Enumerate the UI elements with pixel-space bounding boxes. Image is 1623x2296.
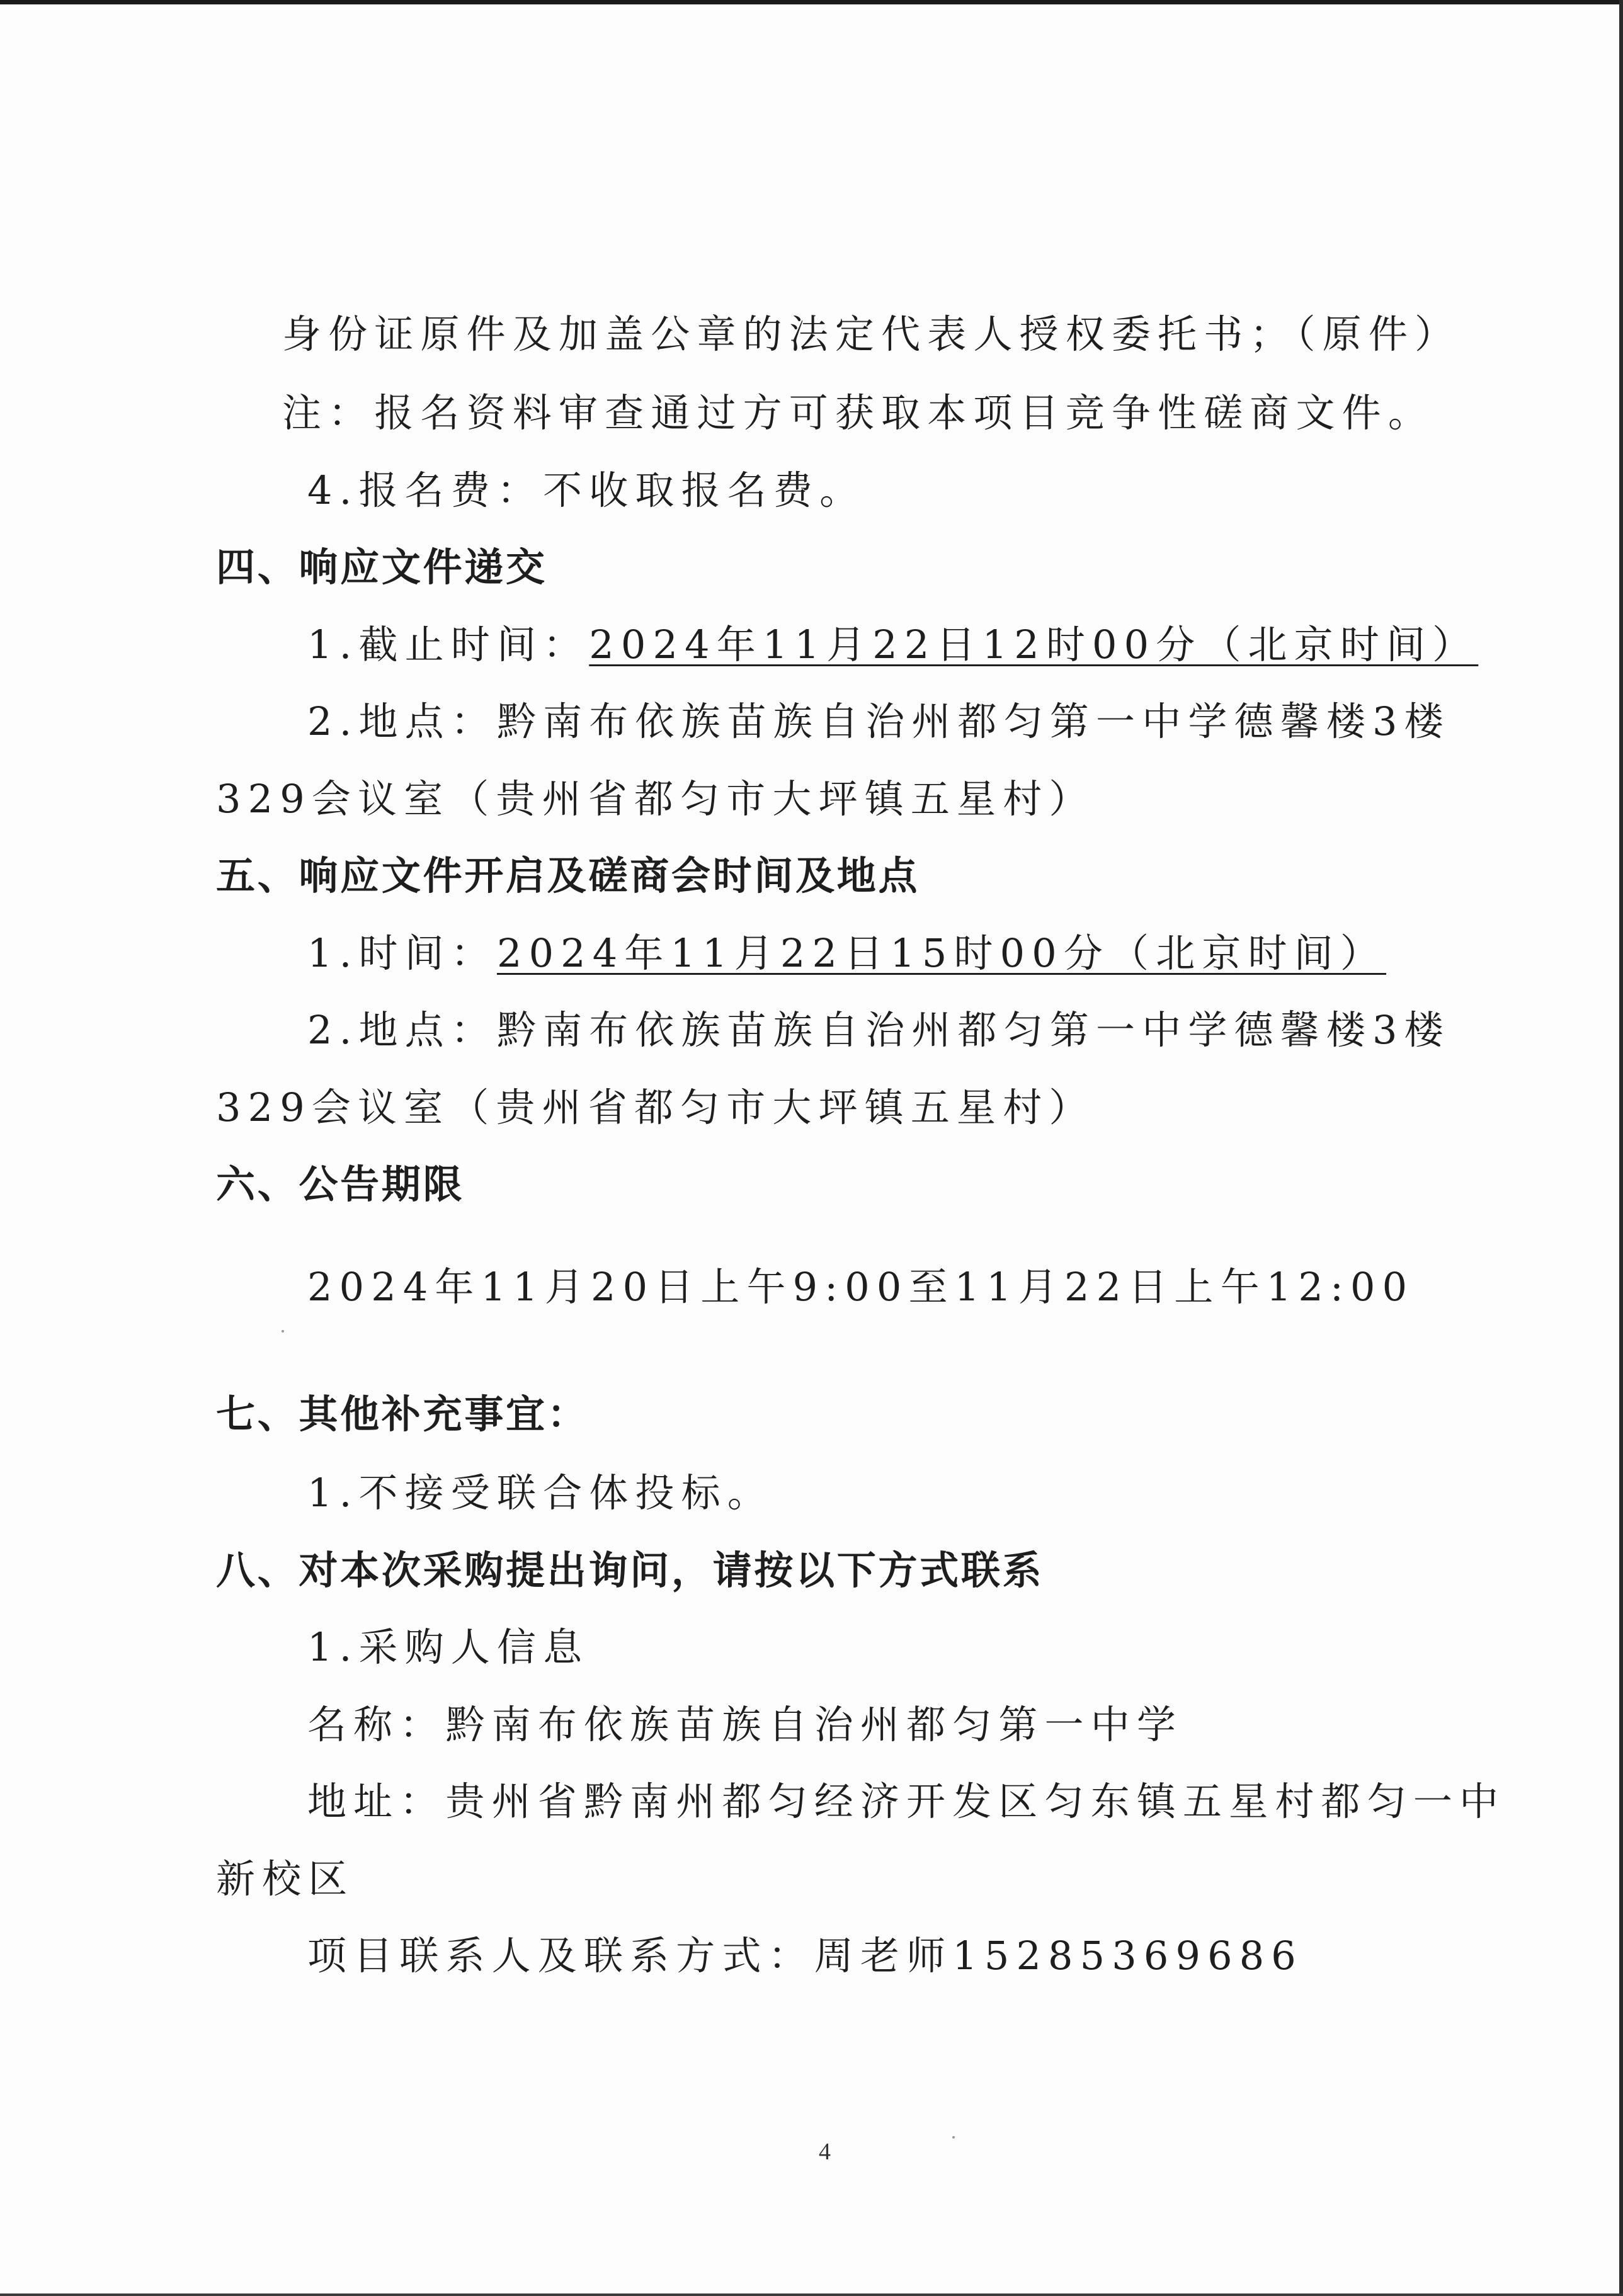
page-number: 4 [819,2139,831,2165]
body-line: 身份证原件及加盖公章的法定代表人授权委托书；（原件） [282,311,1461,357]
body-line: 329会议室（贵州省都匀市大坪镇五星村） [216,776,1095,822]
body-line: 注：报名资料审查通过方可获取本项目竞争性磋商文件。 [282,390,1435,436]
body-line: 1.不接受联合体投标。 [307,1470,773,1516]
scan-speck [282,1330,284,1333]
scan-speck [952,2136,955,2139]
opening-time-value: 2024年11月22日15时00分（北京时间） [496,930,1387,976]
section-heading: 六、公告期限 [216,1161,465,1207]
body-line: 新校区 [216,1856,355,1902]
body-line: 4.报名费：不收取报名费。 [307,467,866,513]
deadline-label: 1.截止时间： [307,622,589,668]
body-line: 2024年11月20日上午9:00至11月22日上午12:00 [307,1264,1415,1310]
section-heading: 四、响应文件递交 [216,544,547,590]
scan-edge-top [0,0,1623,4]
body-line: 1.采购人信息 [307,1624,589,1670]
opening-time-label: 1.时间： [307,930,497,976]
body-line: 2.地点：黔南布依族苗族自治州都匀第一中学德馨楼3楼 [307,698,1450,744]
body-line: 2.地点：黔南布依族苗族自治州都匀第一中学德馨楼3楼 [307,1007,1450,1053]
body-line: 地址：贵州省黔南州都匀经济开发区匀东镇五星村都匀一中 [307,1778,1506,1824]
body-line: 项目联系人及联系方式：周老师15285369686 [307,1933,1303,1979]
body-line: 名称：黔南布依族苗族自治州都匀第一中学 [307,1702,1183,1748]
section-heading: 五、响应文件开启及磋商会时间及地点 [216,853,920,899]
deadline-value: 2024年11月22日12时00分（北京时间） [589,622,1479,668]
section-heading: 八、对本次采购提出询问，请按以下方式联系 [216,1547,1044,1593]
scan-edge-right [1619,0,1623,2296]
body-line [307,930,1387,976]
scan-edge-bottom [0,2293,1623,2296]
body-line: 329会议室（贵州省都匀市大坪镇五星村） [216,1084,1095,1130]
body-line [307,622,1479,668]
section-heading: 七、其他补充事宜： [216,1391,589,1437]
